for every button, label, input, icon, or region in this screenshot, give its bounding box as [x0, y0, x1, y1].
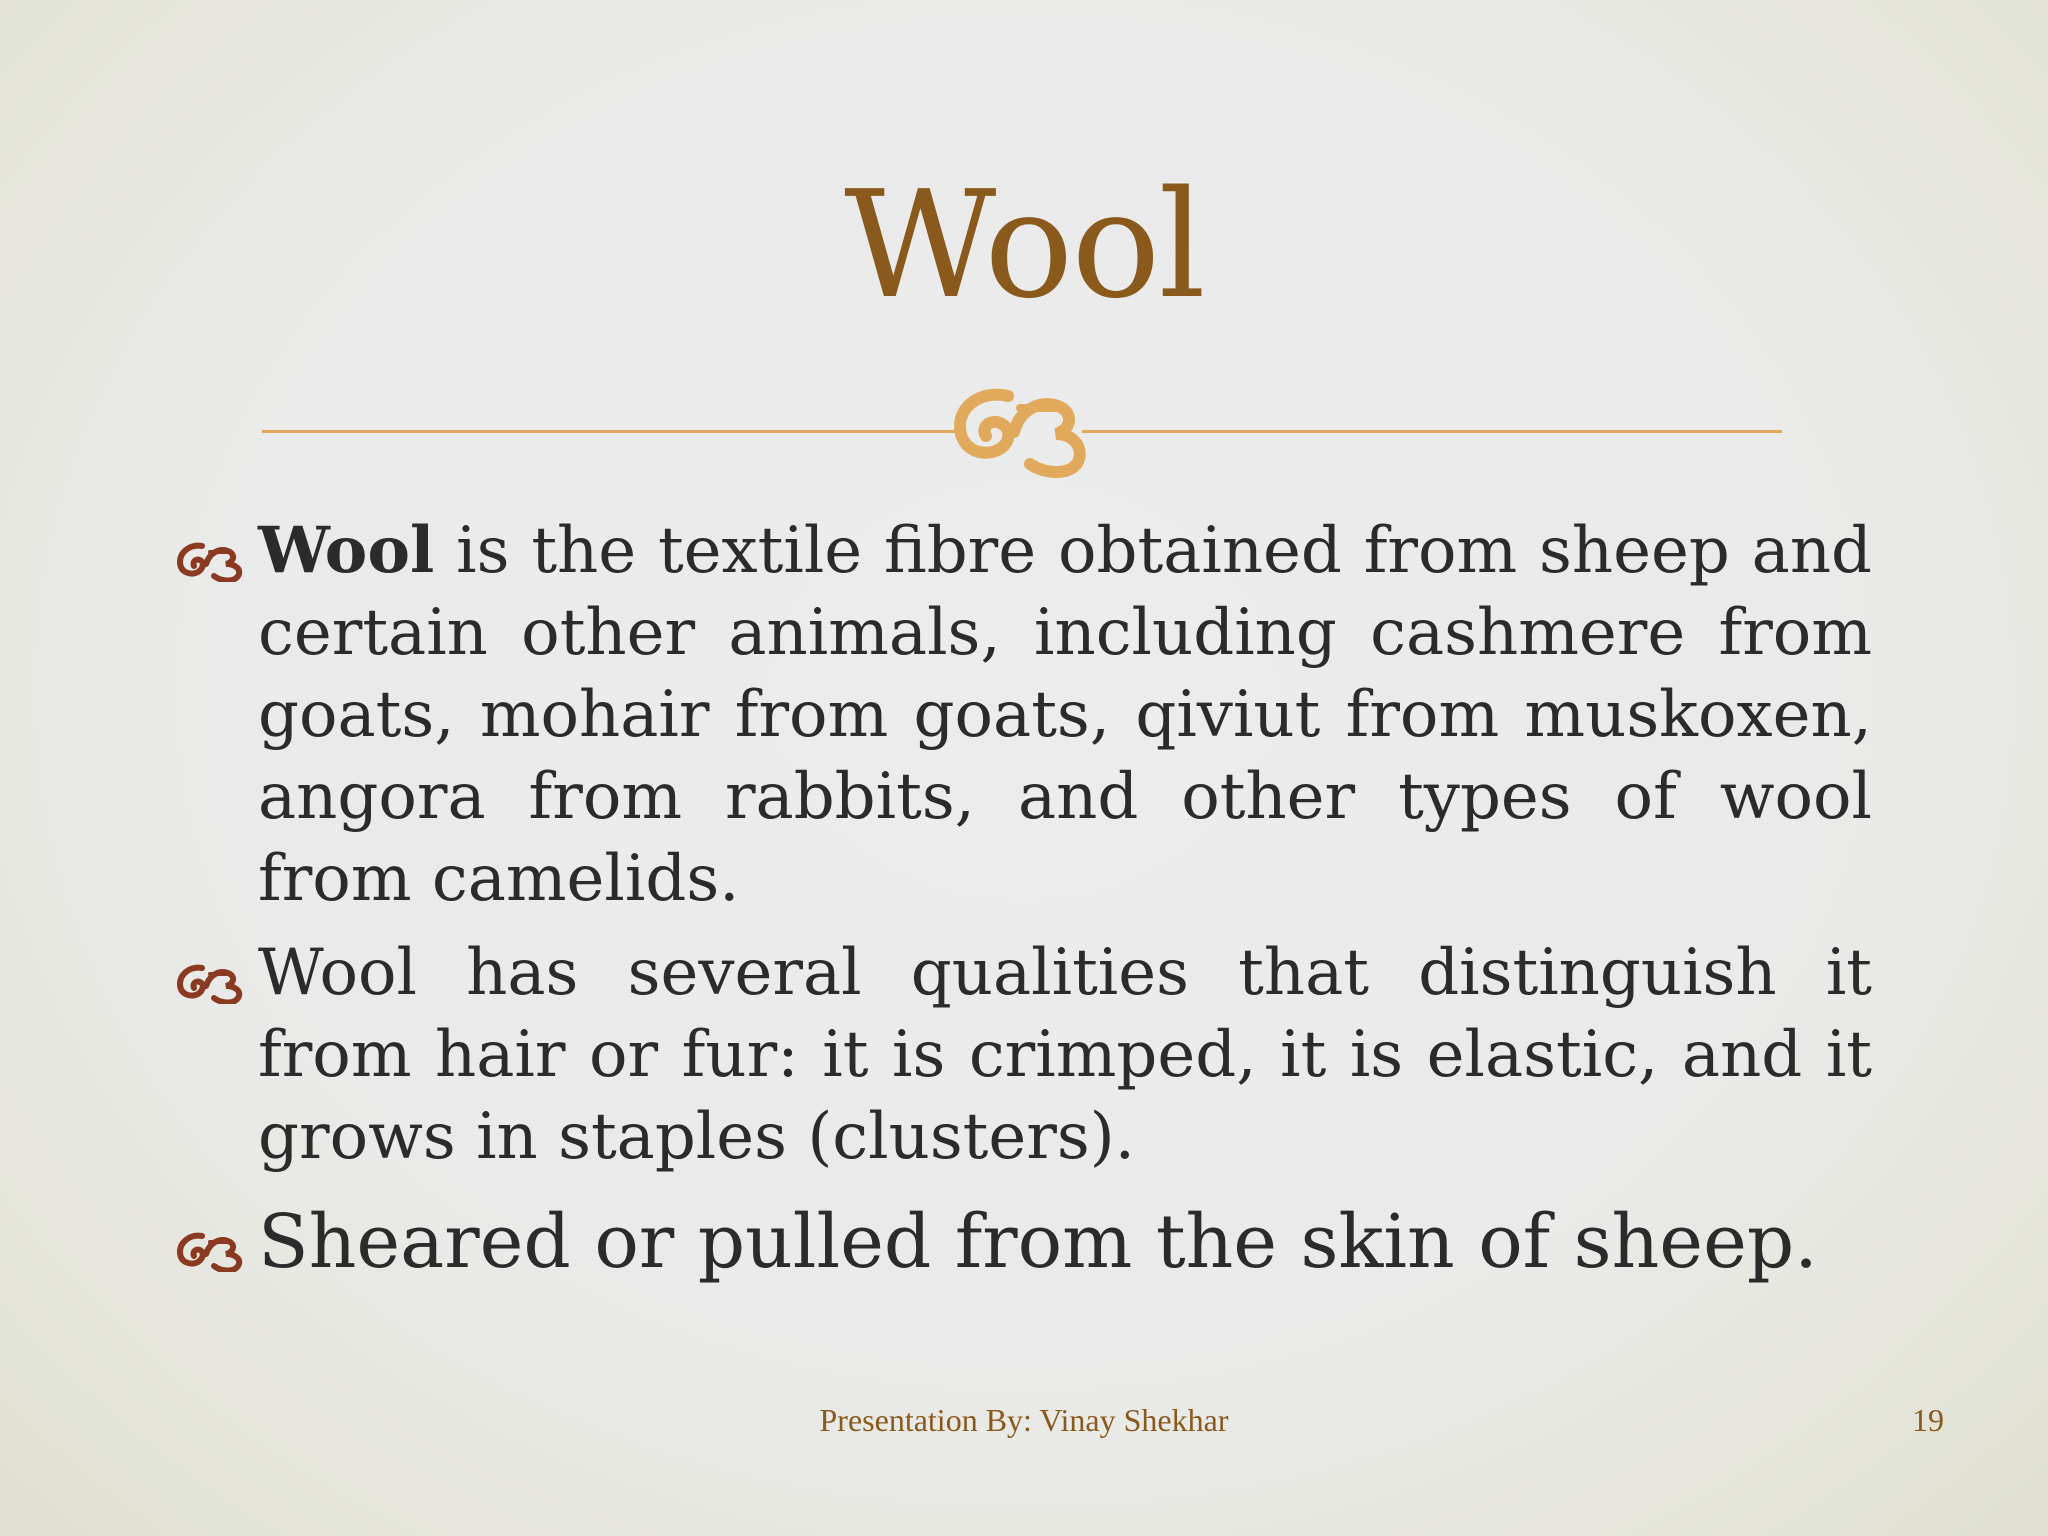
flourish-bullet-icon — [176, 1228, 246, 1272]
bullet-text: is the textile fibre obtained from sheep and certain other animals, including cashmere from goats, mohair from goats, qiviut from muskoxen, angora from rabbits, and other types of wool from camelids. — [258, 514, 1872, 916]
bullet-text: Sheared or pulled from the skin of sheep. — [258, 1199, 1818, 1285]
flourish-ornament-icon — [950, 378, 1100, 478]
page-number: 19 — [1912, 1402, 1944, 1438]
bullet-text: Wool has several qualities that distinguish it from hair or fur: it is crimped, it is elastic, and it grows in staples (clusters). — [258, 936, 1872, 1174]
bullet-item — [176, 510, 1872, 920]
bullet-item — [176, 932, 1872, 1178]
slide-title: Wool — [844, 159, 1204, 331]
divider-line-left — [262, 430, 962, 433]
flourish-bullet-icon — [176, 538, 246, 582]
footer-presenter: Presentation By: Vinay Shekhar — [819, 1402, 1229, 1438]
flourish-bullet-icon — [176, 960, 246, 1004]
bullet-item — [176, 1194, 1872, 1290]
divider-line-right — [1082, 430, 1782, 433]
bullet-list — [176, 510, 1872, 1290]
bullet-bold-lead: Wool — [258, 513, 435, 588]
